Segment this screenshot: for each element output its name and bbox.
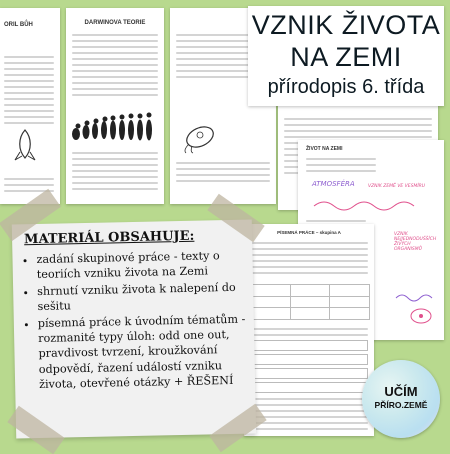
material-item: • zadání skupinové práce - texty o teoriích vzniku života na Zemi: [36, 248, 247, 283]
title-line-2: NA ZEMI: [290, 42, 402, 72]
text-lines: [250, 324, 368, 340]
material-item: • shrnutí vzniku života k nalepení do sešitu: [37, 279, 248, 314]
text-lines: [306, 154, 376, 176]
exam-table: [250, 284, 370, 320]
handwritten-wave: [394, 290, 440, 304]
microorganism-illustration: [180, 120, 220, 154]
exam-boxes: [250, 340, 368, 396]
text-lines: [4, 52, 54, 128]
material-note: [12, 220, 256, 439]
organism-doodle: [406, 304, 436, 328]
page-heading: ORIL BŮH: [4, 22, 33, 28]
handwritten-first-organisms: VZNIK NEJJEDNODUŠŠÍCH ŽIVÝCH ORGANISMŮ: [394, 232, 437, 252]
logo-text-1: UČÍM: [384, 384, 418, 399]
handwritten-wave: [312, 198, 432, 212]
logo-text-2: PŘÍRO.ZEMĚ: [374, 400, 428, 410]
exam-page: [244, 224, 374, 436]
evolution-silhouettes-illustration: [70, 106, 160, 142]
text-lines: [176, 158, 270, 186]
text-lines: [72, 30, 158, 100]
worksheet-page-left: [0, 8, 60, 204]
material-list: [18, 248, 249, 394]
material-title: MATERIÁL OBSAHUJE:: [23, 228, 195, 248]
worksheet-page-darwin: [66, 8, 164, 204]
material-item: • písemná práce k úvodním tématům - rozmanité typy úloh: odd one out, pravdivost tvrzení, kroužkování odpovědí, řazení událostí vzniku života, otevřené otázky + ŘEŠENÍ: [38, 311, 250, 392]
text-lines: [250, 238, 368, 278]
title-line-1: VZNIK ŽIVOTA: [251, 10, 441, 40]
title-card: [248, 6, 444, 106]
subtitle: přírodopis 6. třída: [267, 76, 425, 98]
text-lines: [250, 394, 368, 434]
exam-heading: PÍSEMNÁ PRÁCE – skupina A: [277, 230, 341, 235]
handwritten-earth-formation: VZNIK ZEMĚ VE VESMÍRU: [368, 184, 426, 189]
text-lines: [72, 148, 158, 194]
brand-logo: [362, 360, 440, 438]
summary-heading: ŽIVOT NA ZEMI: [306, 146, 343, 152]
rocket-illustration: [10, 126, 40, 166]
page-heading: DARWINOVA TEORIE: [84, 20, 146, 26]
handwritten-atmosphere: ATMOSFÉRA: [312, 180, 355, 188]
